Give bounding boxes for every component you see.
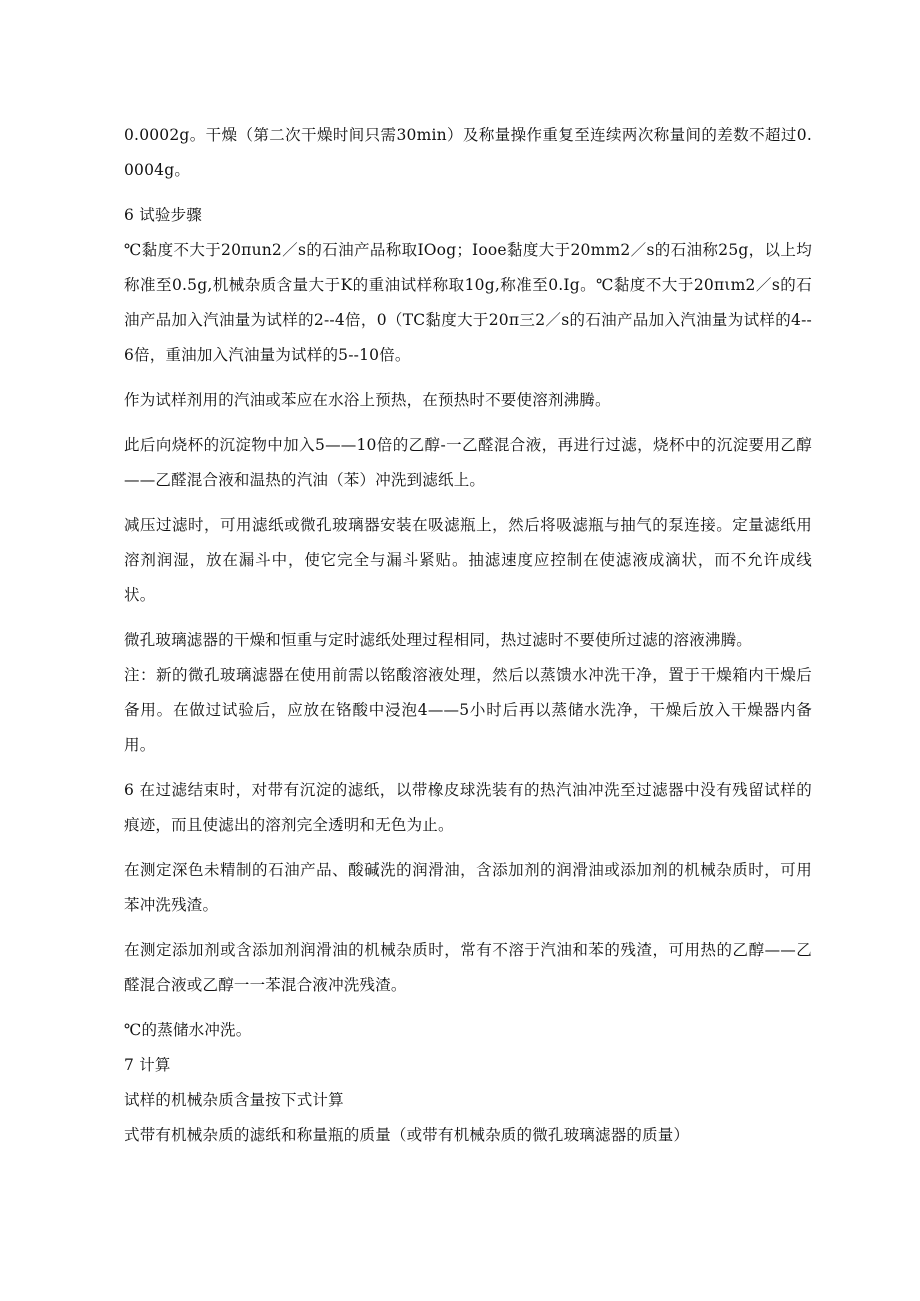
paragraph-glass-filter-drying: 微孔玻璃滤器的干燥和恒重与定时滤纸处理过程相同，热过滤时不要使所过滤的溶液沸腾。 — [124, 631, 753, 649]
paragraph-formula-definition: 式带有机械杂质的滤纸和称量瓶的质量（或带有机械杂质的微孔玻璃滤器的质量） — [124, 1126, 690, 1144]
paragraph-water-rinse: ℃的蒸储水冲洗。 — [124, 1021, 252, 1039]
paragraph-ethanol-mixture: 此后向烧杯的沉淀物中加入5——10倍的乙醇-一乙醛混合液，再进行过滤，烧杯中的沉淀要用乙醇——乙醛混合液和温热的汽油（苯）冲洗到滤纸上。 — [124, 436, 812, 489]
document-page — [124, 118, 812, 1153]
paragraph-filtration-end: 6 在过滤结束时，对带有沉淀的滤纸，以带橡皮球洗装有的热汽油冲洗至过滤器中没有残留试样的痕迹，而且使滤出的溶剂完全透明和无色为止。 — [124, 781, 812, 834]
section-heading-calculation: 7 计算 — [124, 1056, 171, 1074]
paragraph-preheat-solvent: 作为试样剂用的汽油或苯应在水浴上预热，在预热时不要使溶剂沸腾。 — [124, 391, 611, 409]
paragraph-dark-products: 在测定深色未精制的石油产品、酸碱洗的润滑油，含添加剂的润滑油或添加剂的机械杂质时，可用苯冲洗残渣。 — [124, 861, 812, 914]
paragraph-note-new-filter: 注：新的微孔玻璃滤器在使用前需以铭酸溶液处理，然后以蒸馈水冲洗干净，置于干燥箱内干燥后备用。在做过试验后，应放在铬酸中浸泡4——5小时后再以蒸储水洗净，干燥后放入干燥器内备用。 — [124, 666, 812, 754]
paragraph-weighing-note: 0.0002g。干燥（第二次干燥时间只需30min）及称量操作重复至连续两次称量间的差数不超过0.0004g。 — [124, 126, 812, 179]
section-heading-test-steps: 6 试验步骤 — [124, 206, 202, 224]
paragraph-additive-residue: 在测定添加剂或含添加剂润滑油的机械杂质时，常有不溶于汽油和苯的残渣，可用热的乙醇——乙醛混合液或乙醇一一苯混合液冲洗残渣。 — [124, 941, 812, 994]
paragraph-calculation-intro: 试样的机械杂质含量按下式计算 — [124, 1091, 344, 1109]
paragraph-vacuum-filtration: 减压过滤时，可用滤纸或微孔玻璃器安装在吸滤瓶上，然后将吸滤瓶与抽气的泵连接。定量滤纸用溶剂润湿，放在漏斗中，使它完全与漏斗紧贴。抽滤速度应控制在使滤液成滴状，而不允许成线状。 — [124, 516, 812, 604]
paragraph-sample-quantity: ℃黏度不大于20πun2／s的石油产品称取IOog；Iooe黏度大于20mm2／s的石油称25g，以上均称准至0.5g,机械杂质含量大于K的重油试样称取10g,称准至0.Ig。℃黏度不大于20πιm2／s的石油产品加入汽油量为试样的2--4倍，0（TC黏度大于20π三2／s的石油产品加入汽油量为试样的4--6倍，重油加入汽油量为试样的5--10倍。 — [124, 241, 812, 364]
